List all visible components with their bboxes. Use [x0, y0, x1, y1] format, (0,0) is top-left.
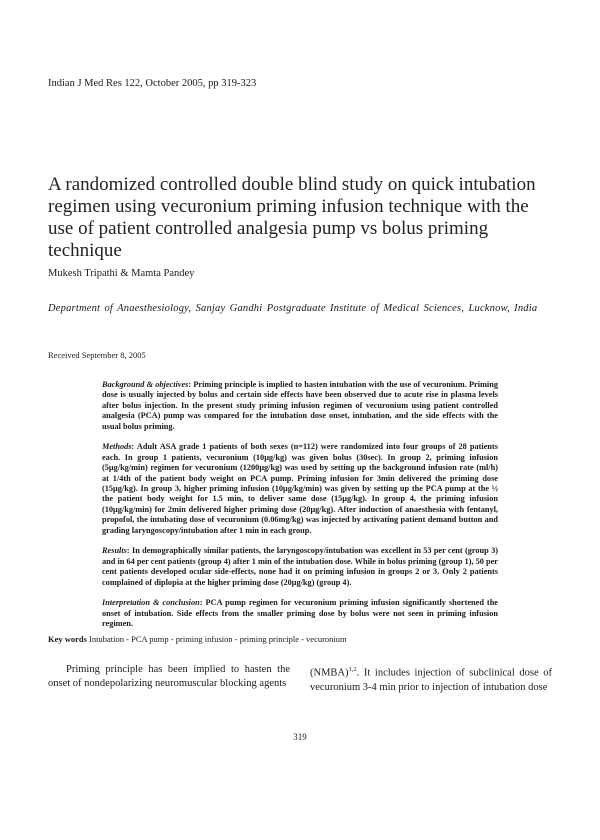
received-date: Received September 8, 2005 [48, 350, 146, 360]
page-number: 319 [293, 732, 307, 742]
abstract [102, 380, 498, 640]
abstract-methods-label: Methods [102, 442, 132, 452]
keywords-label: Key words [48, 634, 87, 644]
abstract-methods [102, 442, 498, 536]
abstract-interpretation-label: Interpretation & conclusion [102, 598, 200, 608]
abstract-background-label: Background & objectives [102, 380, 189, 389]
author-list: Mukesh Tripathi & Mamta Pandey [48, 268, 195, 279]
article-title: A randomized controlled double blind study on quick intubation regimen using vecuronium priming infusion technique with the use of patient controlled analgesia pump vs bolus priming technique [48, 174, 536, 261]
keywords [48, 634, 347, 644]
keywords-text: Intubation - PCA pump - priming infusion - priming principle - vecuronium [86, 634, 347, 644]
body-right-column [310, 663, 552, 695]
abstract-interpretation [102, 598, 498, 629]
citation-superscript: 1,2 [348, 666, 357, 673]
abstract-results-label: Results [102, 546, 127, 556]
abstract-background [102, 380, 498, 432]
body-right-start: (NMBA) [310, 667, 349, 679]
abstract-methods-text: : Adult ASA grade 1 patients of both sexes (n=112) were randomized into four groups of 28 patients each. In group 1 patients, vecuronium (10μg/kg) was given bolus (30sec). In group 2, priming infusion (5μg/kg/min) regimen for vecuronium (1200μg/kg) was used by setting up the background infusion rate (ml/h) at 1/4th of the patient body weight on PCA pump. Priming infusion for 3min delivered the priming dose (15μg/kg). In group 3, higher priming infusion (10μg/kg/min) was given by setting up the PCA pump at the ½ the patient body weight for 1.5 min, to deliver same dose (15μg/kg). In group 4, the priming infusion (10μg/kg/min) for 2min delivered higher priming dose (20μg/kg). After induction of anaesthesia with fentanyl, propofol, the intubating dose of vecuronium (0.06mg/kg) was injected by activating patient demand button and grading laryngoscopy/intubation after 1 min in each group. [102, 442, 498, 535]
author-affiliation: Department of Anaesthesiology, Sanjay Gandhi Postgraduate Institute of Medical Sciences, Lucknow, India [48, 303, 538, 314]
abstract-results [102, 546, 498, 588]
body-left-column: Priming principle has been implied to hasten the onset of nondepolarizing neuromuscular blocking agents [48, 664, 290, 689]
abstract-interpretation-text: : PCA pump regimen for vecuronium priming infusion significantly shortened the onset of intubation. Side effects from the smaller priming dose by bolus were not seen in priming infusion regimen. [102, 598, 498, 629]
journal-citation: Indian J Med Res 122, October 2005, pp 319-323 [48, 78, 257, 89]
abstract-results-text: : In demographically similar patients, the laryngoscopy/intubation was excellent in 53 per cent (group 3) and in 64 per cent patients (group 4) after 1 min of the intubation dose. While in bolus priming (group 1), 50 per cent patients developed ocular side-effects, none had it on priming infusion in groups 2 or 3. Only 2 patients complained of diplopia at the higher priming dose (20μg/kg) (group 4). [102, 546, 498, 587]
abstract-background-text: : Priming principle is implied to hasten intubation with the use of vecuronium. Priming dose is usually injected by bolus and certain side effects have been observed due to acute rise in plasma levels after bolus injection. In the present study priming infusion regimen of vecuronium using patient controlled analgesia (PCA) pump was compared for the intubation dose onset, intubation, and the side effects with the usual bolus priming. [102, 380, 498, 431]
body-right-rest: . It includes injection of subclinical dose of vecuronium 3-4 min prior to injection of intubation dose [310, 667, 552, 693]
